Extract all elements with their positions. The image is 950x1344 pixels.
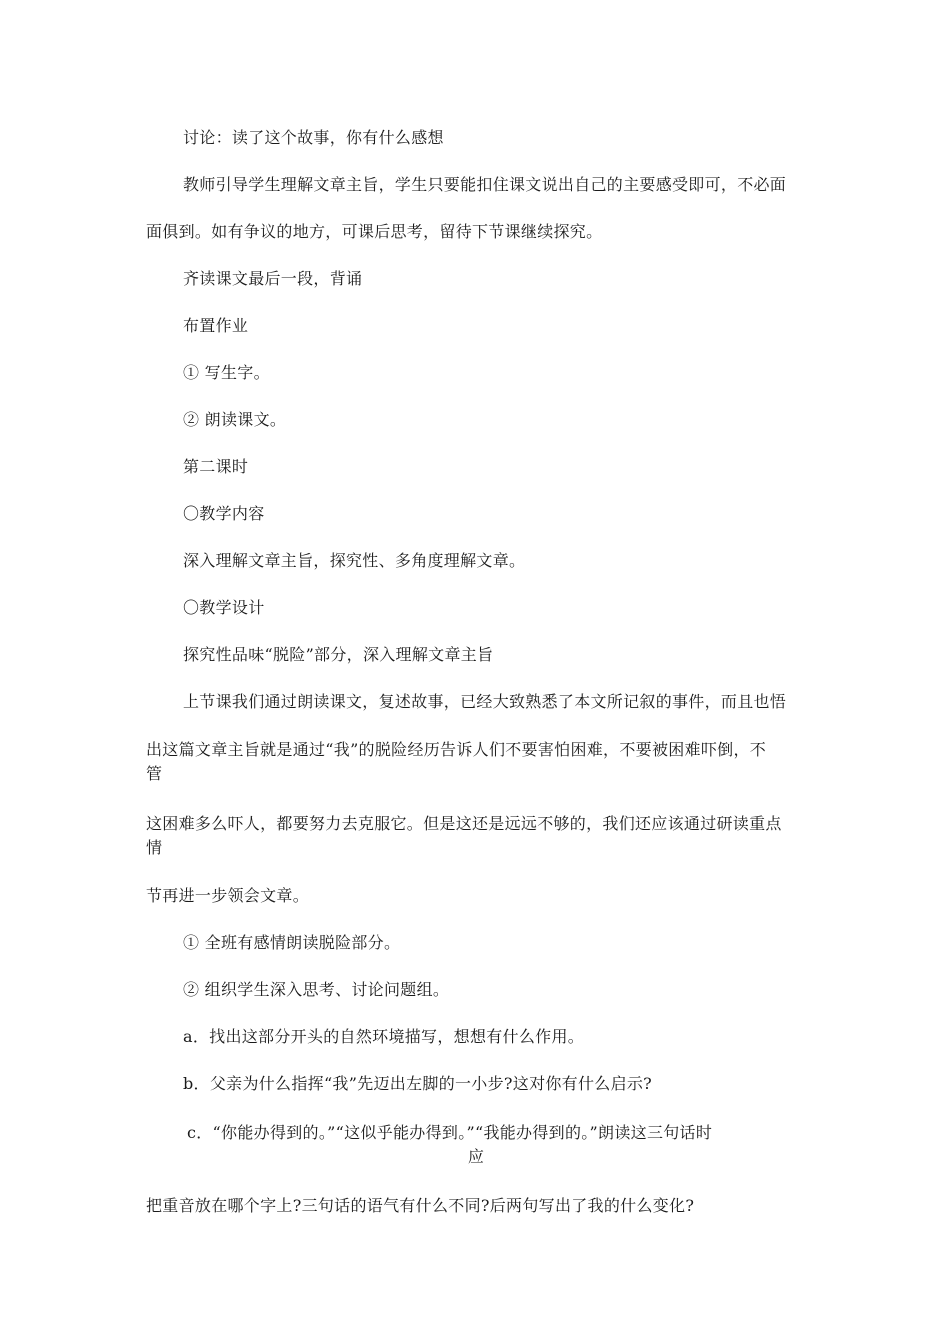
paragraph-line: 探究性品味“脱险”部分，深入理解文章主旨 <box>183 645 494 664</box>
paragraph-line: 面俱到。如有争议的地方，可课后思考，留待下节课继续探究。 <box>146 222 603 241</box>
paragraph-line: 齐读课文最后一段，背诵 <box>183 269 363 288</box>
paragraph-line: 这困难多么吓人，都要努力去克服它。但是这还是远远不够的，我们还应该通过研读重点 <box>146 814 782 833</box>
paragraph-line: 节再进一步领会文章。 <box>146 886 310 905</box>
paragraph-line-wrap: 管 <box>146 764 163 783</box>
paragraph-line: 把重音放在哪个字上?三句话的语气有什么不同?后两句写出了我的什么变化? <box>146 1196 695 1215</box>
paragraph-line-wrap: 情 <box>146 838 163 857</box>
question-item: a．找出这部分开头的自然环境描写，想想有什么作用。 <box>183 1027 585 1046</box>
section-heading: 布置作业 <box>183 316 249 335</box>
paragraph-line: 出这篇文章主旨就是通过“我”的脱险经历告诉人们不要害怕困难，不要被困难吓倒，不 <box>146 740 767 759</box>
question-item-wrap: 应 <box>467 1147 485 1166</box>
list-item: ① 全班有感情朗读脱险部分。 <box>183 933 401 952</box>
paragraph-line: 上节课我们通过朗读课文，复述故事，已经大致熟悉了本文所记叙的事件，而且也悟 <box>183 692 787 711</box>
section-heading: 第二课时 <box>183 457 249 476</box>
section-heading: 〇教学设计 <box>183 598 265 617</box>
section-heading: 〇教学内容 <box>183 504 265 523</box>
list-item: ② 朗读课文。 <box>183 410 287 429</box>
paragraph-line: 教师引导学生理解文章主旨，学生只要能扣住课文说出自己的主要感受即可，不必面 <box>183 175 787 194</box>
discussion-heading: 讨论：读了这个故事，你有什么感想 <box>183 128 444 147</box>
question-item: b．父亲为什么指挥“我”先迈出左脚的一小步?这对你有什么启示? <box>183 1074 653 1093</box>
list-item: ① 写生字。 <box>183 363 270 382</box>
question-item: c．“你能办得到的。”“这似乎能办得到。”“我能办得到的。”朗读这三句话时 <box>187 1123 713 1142</box>
list-item: ② 组织学生深入思考、讨论问题组。 <box>183 980 450 999</box>
paragraph-line: 深入理解文章主旨，探究性、多角度理解文章。 <box>183 551 526 570</box>
